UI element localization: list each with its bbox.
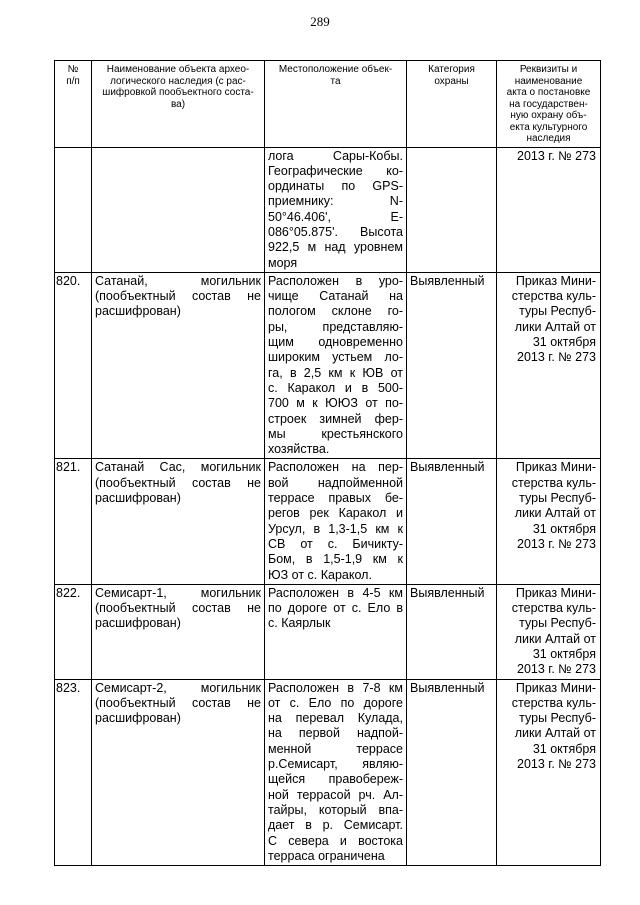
protection-act-requisites — [497, 679, 601, 866]
location-line: р.Семисарт, являю- — [268, 757, 403, 772]
requisites-line: Приказ Мини- — [515, 585, 596, 600]
requisites-line: стерства куль- — [511, 289, 596, 304]
location-line: террасе правых бе- — [268, 491, 403, 506]
location-line: пологом склоне го- — [268, 304, 403, 319]
requisites-line: 2013 г. № 273 — [517, 536, 596, 551]
location-line: ной террасой рч. Ал- — [268, 787, 403, 802]
location-line: с. Каракол и в 500- — [268, 380, 403, 395]
protection-category — [407, 147, 497, 272]
location-line: СВ от с. Бичикту- — [268, 536, 403, 551]
row-number: 823. — [55, 679, 92, 866]
row-number: 820. — [55, 272, 92, 459]
name-line: Семисарт-2, могильник — [95, 680, 261, 695]
object-name — [92, 459, 265, 584]
location-line: С севера и востока — [268, 833, 403, 848]
requisites-line: 31 октября — [532, 521, 596, 536]
location-line: лога Сары-Кобы. — [268, 148, 403, 163]
location-line: ры, представляю- — [268, 319, 403, 334]
requisites-line: туры Респуб- — [519, 616, 596, 631]
table-body — [55, 147, 601, 866]
location-line: ординаты по GPS- — [268, 179, 403, 194]
name-line: (пообъектный состав не — [95, 289, 261, 304]
name-line: Сатанай Сас, могильник — [95, 460, 261, 475]
protection-category: Выявленный — [407, 459, 497, 584]
requisites-line: 31 октября — [532, 741, 596, 756]
location-line: вой надпойменной — [268, 475, 403, 490]
table-header-row — [55, 61, 601, 148]
requisites-line: стерства куль- — [511, 695, 596, 710]
location-line: строек зимней фер- — [268, 411, 403, 426]
requisites-line: 2013 г. № 273 — [517, 148, 596, 163]
requisites-line: 31 октября — [532, 647, 596, 661]
table-row — [55, 147, 601, 272]
row-number: 822. — [55, 584, 92, 679]
location-line: Расположен на пер- — [268, 460, 403, 475]
requisites-line: Приказ Мини- — [515, 680, 596, 695]
location-line: хозяйства. — [268, 442, 330, 457]
location-line: моря — [268, 255, 298, 270]
header-requisites: Реквизиты и наименование акта о постановке на государствен- ную охрану объ- екта культурного наследия — [497, 61, 601, 148]
protection-act-requisites — [497, 459, 601, 584]
requisites-line: 31 октября — [532, 335, 596, 350]
requisites-line: туры Респуб- — [519, 491, 596, 506]
requisites-line: лики Алтай от — [514, 726, 596, 741]
object-name — [92, 147, 265, 272]
protection-category: Выявленный — [407, 584, 497, 679]
requisites-line: лики Алтай от — [514, 631, 596, 646]
requisites-line: 2013 г. № 273 — [517, 350, 596, 365]
header-location: Местоположение объек- та — [265, 61, 407, 148]
location-line: 922,5 м над уровнем — [268, 240, 403, 255]
location-line: с. Каярлык — [268, 616, 331, 631]
requisites-line: 2013 г. № 273 — [517, 757, 596, 772]
location-line: га, в 2,5 км к ЮВ от — [268, 365, 403, 380]
protection-act-requisites — [497, 147, 601, 272]
name-line: Семисарт-1, могильник — [95, 585, 261, 600]
location-line: Расположен в 4-5 км — [268, 585, 403, 600]
requisites-line: 2013 г. № 273 — [517, 662, 596, 677]
requisites-line: Приказ Мини- — [515, 460, 596, 475]
name-line: (пообъектный состав не — [95, 601, 261, 616]
table-row — [55, 679, 601, 866]
name-line: расшифрован) — [95, 711, 181, 726]
page-number: 289 — [310, 14, 330, 29]
location-line: щейся правобереж- — [268, 772, 403, 787]
location-line: приемнику: N- — [268, 194, 403, 209]
header-num: № п/п — [55, 61, 92, 148]
requisites-line: стерства куль- — [511, 475, 596, 490]
row-number: 821. — [55, 459, 92, 584]
protection-category: Выявленный — [407, 679, 497, 866]
location-line: широким устьем ло- — [268, 350, 403, 365]
location-line: на первой надпой- — [268, 726, 403, 741]
protection-category: Выявленный — [407, 272, 497, 459]
location-line: по дороге от с. Ело в — [268, 601, 403, 616]
name-line: Сатанай, могильник — [95, 273, 261, 288]
location-line: чище Сатанай на — [268, 289, 403, 304]
object-location — [265, 147, 407, 272]
name-line: расшифрован) — [95, 304, 181, 319]
requisites-line: лики Алтай от — [514, 506, 596, 521]
heritage-registry-table — [54, 60, 601, 866]
row-number — [55, 147, 92, 272]
requisites-line: туры Респуб- — [519, 304, 596, 319]
table-row — [55, 272, 601, 459]
object-location — [265, 679, 407, 866]
object-location — [265, 584, 407, 679]
requisites-line: лики Алтай от — [514, 319, 596, 334]
location-line: дает в р. Семисарт. — [268, 818, 403, 833]
location-line: Расположен в 7-8 км — [268, 680, 403, 695]
object-location — [265, 272, 407, 459]
name-line: расшифрован) — [95, 616, 181, 631]
location-line: тайры, который впа- — [268, 802, 403, 817]
table-row — [55, 584, 601, 679]
requisites-line: стерства куль- — [511, 601, 596, 616]
location-line: на перевал Кулада, — [268, 711, 403, 726]
name-line: (пообъектный состав не — [95, 475, 261, 490]
requisites-line: туры Респуб- — [519, 711, 596, 726]
location-line: Урсул, в 1,3-1,5 км к — [268, 521, 403, 536]
requisites-line: Приказ Мини- — [515, 273, 596, 288]
protection-act-requisites — [497, 272, 601, 459]
header-name: Наименование объекта архео- логического наследия (с рас- шифровкой пообъектного соста- ва) — [92, 61, 265, 148]
name-line: (пообъектный состав не — [95, 695, 261, 710]
location-line: щим одновременно — [268, 335, 403, 350]
location-line: 50°46.406', E- — [268, 209, 403, 224]
location-line: 086°05.875'. Высота — [268, 224, 403, 239]
header-category: Категория охраны — [407, 61, 497, 148]
location-line: терраса ограничена — [268, 848, 385, 863]
object-location — [265, 459, 407, 584]
location-line: регов рек Каракол и — [268, 506, 403, 521]
location-line: мы крестьянского — [268, 426, 403, 441]
protection-act-requisites — [497, 584, 601, 679]
location-line: 700 м к ЮЮЗ от по- — [268, 396, 403, 411]
object-name — [92, 272, 265, 459]
location-line: Бом, в 1,5-1,9 км к — [268, 552, 403, 567]
name-line: расшифрован) — [95, 491, 181, 506]
location-line: Расположен в уро- — [268, 273, 403, 288]
object-name — [92, 584, 265, 679]
location-line: от с. Ело по дороге — [268, 695, 403, 710]
object-name — [92, 679, 265, 866]
location-line: Географические ко- — [268, 163, 403, 178]
location-line: ЮЗ от с. Каракол. — [268, 567, 372, 582]
location-line: менной террасе — [268, 741, 403, 756]
table-row — [55, 459, 601, 584]
